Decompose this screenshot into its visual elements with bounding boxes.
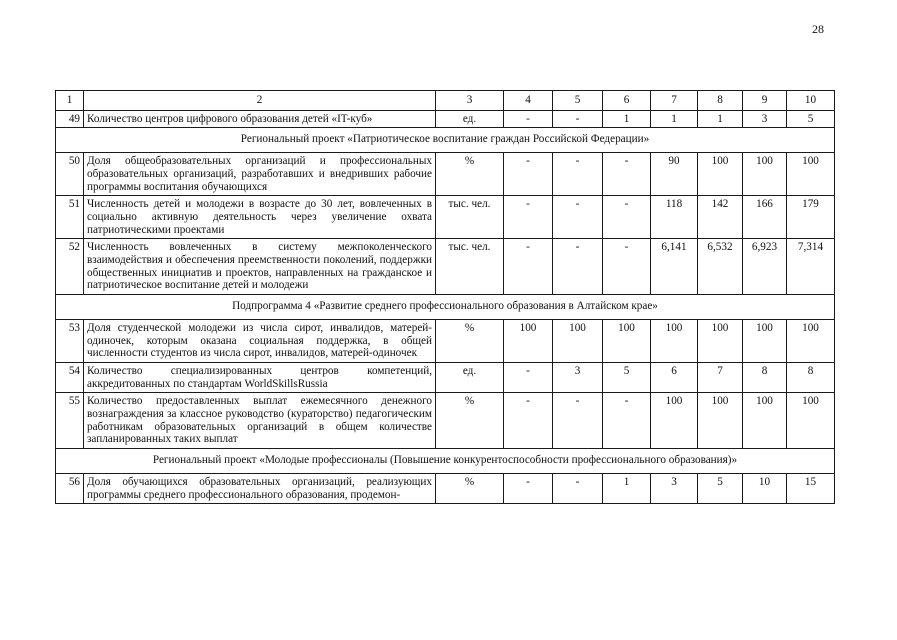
- table-row: [56, 196, 835, 239]
- table-header-row: [56, 91, 835, 111]
- value-cell: -: [603, 393, 651, 449]
- value-cell: -: [504, 110, 553, 128]
- unit-cell: ед.: [436, 362, 504, 392]
- value-cell: 5: [698, 473, 743, 503]
- value-cell: 5: [603, 362, 651, 392]
- value-cell: 100: [651, 393, 698, 449]
- column-header-10: 10: [787, 91, 835, 111]
- table-row: [56, 393, 835, 449]
- value-cell: 1: [651, 110, 698, 128]
- value-cell: -: [553, 153, 603, 196]
- column-header-8: 8: [698, 91, 743, 111]
- column-header-2: 2: [84, 91, 436, 111]
- value-cell: 100: [743, 153, 787, 196]
- value-cell: 100: [651, 319, 698, 362]
- value-cell: -: [603, 153, 651, 196]
- value-cell: 3: [743, 110, 787, 128]
- indicator-name: Численность детей и молодежи в возрасте до 30 лет, вовлеченных в социально активную деятельность через увеличение охвата патриотическими проектами: [84, 196, 436, 239]
- value-cell: 100: [698, 153, 743, 196]
- value-cell: 100: [787, 393, 835, 449]
- indicator-name: Количество специализированных центров компетенций, аккредитованных по стандартам WorldSkillsRussia: [84, 362, 436, 392]
- table-row: [56, 239, 835, 295]
- value-cell: 6: [651, 362, 698, 392]
- column-header-4: 4: [504, 91, 553, 111]
- value-cell: -: [504, 153, 553, 196]
- value-cell: 100: [504, 319, 553, 362]
- value-cell: 100: [698, 319, 743, 362]
- section-header-row: [56, 128, 835, 153]
- value-cell: 100: [603, 319, 651, 362]
- value-cell: 6,923: [743, 239, 787, 295]
- value-cell: 3: [651, 473, 698, 503]
- value-cell: 10: [743, 473, 787, 503]
- column-header-7: 7: [651, 91, 698, 111]
- value-cell: 1: [603, 110, 651, 128]
- row-number: 53: [56, 319, 84, 362]
- value-cell: -: [553, 473, 603, 503]
- value-cell: 7: [698, 362, 743, 392]
- table-row: [56, 362, 835, 392]
- indicator-name: Доля общеобразовательных организаций и профессиональных образовательных организаций, разработавших и внедривших рабочие программы воспитания обучающихся: [84, 153, 436, 196]
- value-cell: -: [553, 393, 603, 449]
- unit-cell: %: [436, 393, 504, 449]
- value-cell: -: [504, 393, 553, 449]
- page-number: 28: [812, 22, 824, 36]
- value-cell: 100: [743, 319, 787, 362]
- value-cell: 100: [787, 153, 835, 196]
- value-cell: 1: [603, 473, 651, 503]
- value-cell: -: [553, 196, 603, 239]
- value-cell: -: [553, 239, 603, 295]
- value-cell: -: [504, 239, 553, 295]
- value-cell: 6,141: [651, 239, 698, 295]
- unit-cell: ед.: [436, 110, 504, 128]
- column-header-9: 9: [743, 91, 787, 111]
- value-cell: -: [504, 362, 553, 392]
- value-cell: 142: [698, 196, 743, 239]
- row-number: 55: [56, 393, 84, 449]
- row-number: 54: [56, 362, 84, 392]
- section-title: Подпрограмма 4 «Развитие среднего профессионального образования в Алтайском крае»: [56, 295, 835, 320]
- row-number: 49: [56, 110, 84, 128]
- value-cell: 100: [698, 393, 743, 449]
- indicator-name: Доля обучающихся образовательных организаций, реализующих программы среднего профессионального образования, продемон-: [84, 473, 436, 503]
- unit-cell: тыс. чел.: [436, 239, 504, 295]
- table-row: [56, 473, 835, 503]
- column-header-1: 1: [56, 91, 84, 111]
- value-cell: 15: [787, 473, 835, 503]
- value-cell: 3: [553, 362, 603, 392]
- row-number: 52: [56, 239, 84, 295]
- unit-cell: %: [436, 153, 504, 196]
- value-cell: 118: [651, 196, 698, 239]
- section-header-row: [56, 295, 835, 320]
- indicator-name: Доля студенческой молодежи из числа сирот, инвалидов, матерей-одиночек, которым оказана социальная поддержка, в общей численности студентов из числа сирот, инвалидов, матерей-одиночек: [84, 319, 436, 362]
- table-row: [56, 110, 835, 128]
- table-row: [56, 153, 835, 196]
- indicators-table: [55, 90, 835, 504]
- section-title: Региональный проект «Патриотическое воспитание граждан Российской Федерации»: [56, 128, 835, 153]
- value-cell: 8: [787, 362, 835, 392]
- column-header-6: 6: [603, 91, 651, 111]
- value-cell: 8: [743, 362, 787, 392]
- value-cell: 1: [698, 110, 743, 128]
- value-cell: -: [504, 196, 553, 239]
- value-cell: -: [603, 196, 651, 239]
- unit-cell: %: [436, 473, 504, 503]
- column-header-5: 5: [553, 91, 603, 111]
- value-cell: 166: [743, 196, 787, 239]
- indicator-name: Количество центров цифрового образования детей «IT-куб»: [84, 110, 436, 128]
- row-number: 51: [56, 196, 84, 239]
- value-cell: 6,532: [698, 239, 743, 295]
- indicator-name: Количество предоставленных выплат ежемесячного денежного вознаграждения за классное руководство (кураторство) педагогическим работникам образовательных организаций в общем количестве запланированных таких выплат: [84, 393, 436, 449]
- value-cell: 100: [743, 393, 787, 449]
- value-cell: -: [603, 239, 651, 295]
- row-number: 56: [56, 473, 84, 503]
- value-cell: 179: [787, 196, 835, 239]
- value-cell: -: [553, 110, 603, 128]
- indicator-name: Численность вовлеченных в систему межпоколенческого взаимодействия и обеспечения преемственности поколений, поддержки общественных инициатив и проектов, направленных на гражданское и патриотическое воспитание детей и молодежи: [84, 239, 436, 295]
- value-cell: 100: [553, 319, 603, 362]
- section-title: Региональный проект «Молодые профессионалы (Повышение конкурентоспособности профессионального образования)»: [56, 449, 835, 474]
- row-number: 50: [56, 153, 84, 196]
- value-cell: 100: [787, 319, 835, 362]
- value-cell: 7,314: [787, 239, 835, 295]
- section-header-row: [56, 449, 835, 474]
- table-row: [56, 319, 835, 362]
- value-cell: -: [504, 473, 553, 503]
- unit-cell: %: [436, 319, 504, 362]
- table-body: [56, 91, 835, 504]
- unit-cell: тыс. чел.: [436, 196, 504, 239]
- value-cell: 90: [651, 153, 698, 196]
- column-header-3: 3: [436, 91, 504, 111]
- value-cell: 5: [787, 110, 835, 128]
